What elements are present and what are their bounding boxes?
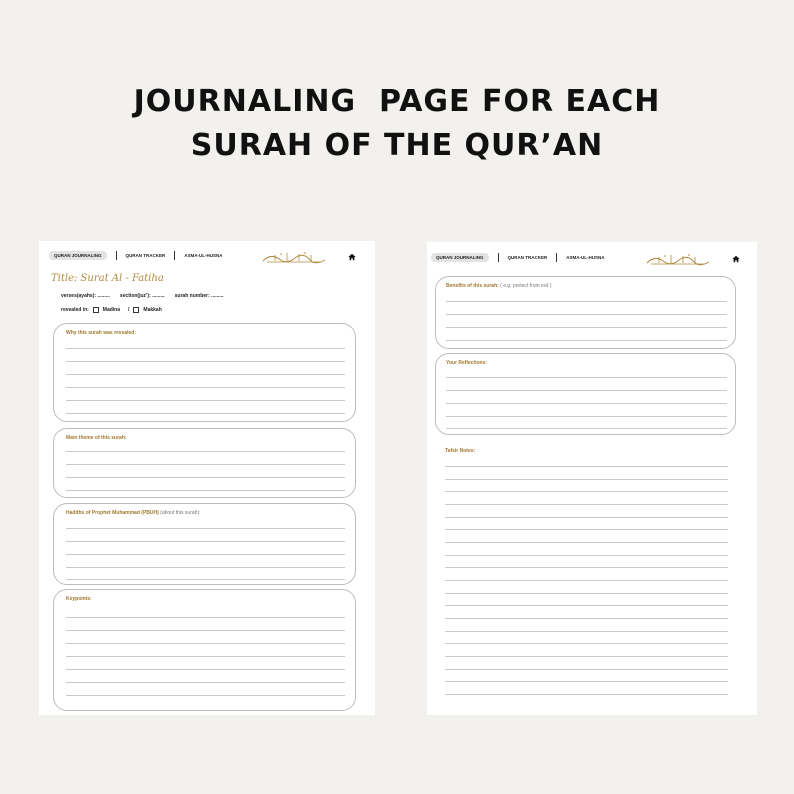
writing-line <box>445 618 728 619</box>
writing-line <box>445 567 728 568</box>
keypoints-box[interactable] <box>53 589 356 711</box>
hadiths-box[interactable] <box>53 503 356 585</box>
writing-line <box>445 555 728 556</box>
tab-quran-journaling[interactable]: QURAN JOURNALING <box>49 251 107 260</box>
option-madina: Madina <box>102 307 121 313</box>
writing-line <box>445 669 728 670</box>
writing-line <box>445 542 728 543</box>
writing-line <box>445 504 728 505</box>
writing-line <box>66 567 345 568</box>
headline <box>0 80 794 168</box>
box-label: Why this surah was revealed: <box>66 330 137 336</box>
writing-line <box>66 451 345 452</box>
writing-line <box>66 554 345 555</box>
main-theme-box[interactable] <box>53 428 356 498</box>
section-field[interactable]: section(juz’): ......... <box>119 293 165 299</box>
benefits-box[interactable] <box>435 276 736 349</box>
writing-line <box>66 528 345 529</box>
nav-divider <box>556 253 557 262</box>
writing-line <box>66 630 345 631</box>
writing-line <box>445 681 728 682</box>
page-nav <box>431 253 605 262</box>
writing-line <box>66 387 345 388</box>
writing-line <box>445 479 728 480</box>
revealed-row <box>61 307 162 313</box>
nav-divider <box>498 253 499 262</box>
writing-line <box>446 314 727 315</box>
writing-line <box>66 669 345 670</box>
writing-line <box>445 491 728 492</box>
writing-line <box>445 631 728 632</box>
writing-line <box>446 428 727 429</box>
writing-line <box>66 348 345 349</box>
writing-line <box>66 477 345 478</box>
tafsir-notes-label: Tafsir Notes: <box>445 448 476 454</box>
writing-line <box>66 617 345 618</box>
bismillah-calligraphy-icon <box>645 251 711 267</box>
page-title: Title: Surat Al - Fatiha <box>51 273 164 284</box>
tab-asma-ul-husna[interactable]: ASMA-UL-HUSNA <box>184 253 223 258</box>
nav-divider <box>116 251 117 260</box>
box-label: Your Reflections: <box>446 360 488 366</box>
nav-divider <box>174 251 175 260</box>
writing-line <box>446 301 727 302</box>
writing-line <box>446 327 727 328</box>
writing-line <box>66 656 345 657</box>
writing-line <box>66 400 345 401</box>
writing-line <box>446 377 727 378</box>
writing-line <box>66 490 345 491</box>
writing-line <box>66 541 345 542</box>
writing-line <box>66 361 345 362</box>
writing-line <box>445 517 728 518</box>
writing-line <box>445 643 728 644</box>
verses-field[interactable]: verses(ayahs): ......... <box>61 293 110 299</box>
box-label: Main theme of this surah: <box>66 435 127 441</box>
option-separator: / <box>128 307 130 313</box>
box-label: Benefits of this surah: ( e.g. protect from evil ) <box>446 283 552 289</box>
home-icon[interactable] <box>348 253 356 261</box>
writing-line <box>446 390 727 391</box>
page-nav <box>49 251 223 260</box>
checkbox-icon[interactable] <box>93 307 99 313</box>
home-icon[interactable] <box>732 255 740 263</box>
surah-meta-row <box>61 293 224 299</box>
writing-line <box>66 682 345 683</box>
box-label: Hadiths of Prophet Muhammad (PBUH) (about this surah): <box>66 510 201 516</box>
writing-line <box>66 374 345 375</box>
tab-quran-journaling[interactable]: QURAN JOURNALING <box>431 253 489 262</box>
reflections-box[interactable] <box>435 353 736 435</box>
checkbox-icon[interactable] <box>133 307 139 313</box>
box-label: Keypoints: <box>66 596 92 602</box>
writing-line <box>445 656 728 657</box>
tab-quran-tracker[interactable]: QURAN TRACKER <box>507 255 548 260</box>
writing-line <box>445 466 728 467</box>
journal-page-right <box>427 242 757 715</box>
writing-line <box>66 695 345 696</box>
writing-line <box>445 593 728 594</box>
tab-asma-ul-husna[interactable]: ASMA-UL-HUSNA <box>566 255 605 260</box>
headline-line-1: JOURNALING PAGE FOR EACH <box>133 84 661 119</box>
writing-line <box>446 403 727 404</box>
writing-line <box>446 416 727 417</box>
headline-line-2: SURAH OF THE QUR’AN <box>190 128 604 163</box>
writing-line <box>66 579 345 580</box>
tab-quran-tracker[interactable]: QURAN TRACKER <box>125 253 166 258</box>
writing-line <box>66 643 345 644</box>
reason-revealed-box[interactable] <box>53 323 356 422</box>
writing-line <box>446 340 727 341</box>
surah-number-field[interactable]: surah number: ......... <box>174 293 224 299</box>
writing-line <box>66 413 345 414</box>
option-makkah: Makkah <box>143 307 162 313</box>
writing-line <box>445 605 728 606</box>
writing-line <box>445 529 728 530</box>
revealed-label: revealed in: <box>61 307 89 313</box>
writing-line <box>445 580 728 581</box>
journal-page-left <box>39 241 375 715</box>
bismillah-calligraphy-icon <box>261 249 327 265</box>
writing-line <box>66 464 345 465</box>
writing-line <box>445 694 728 695</box>
